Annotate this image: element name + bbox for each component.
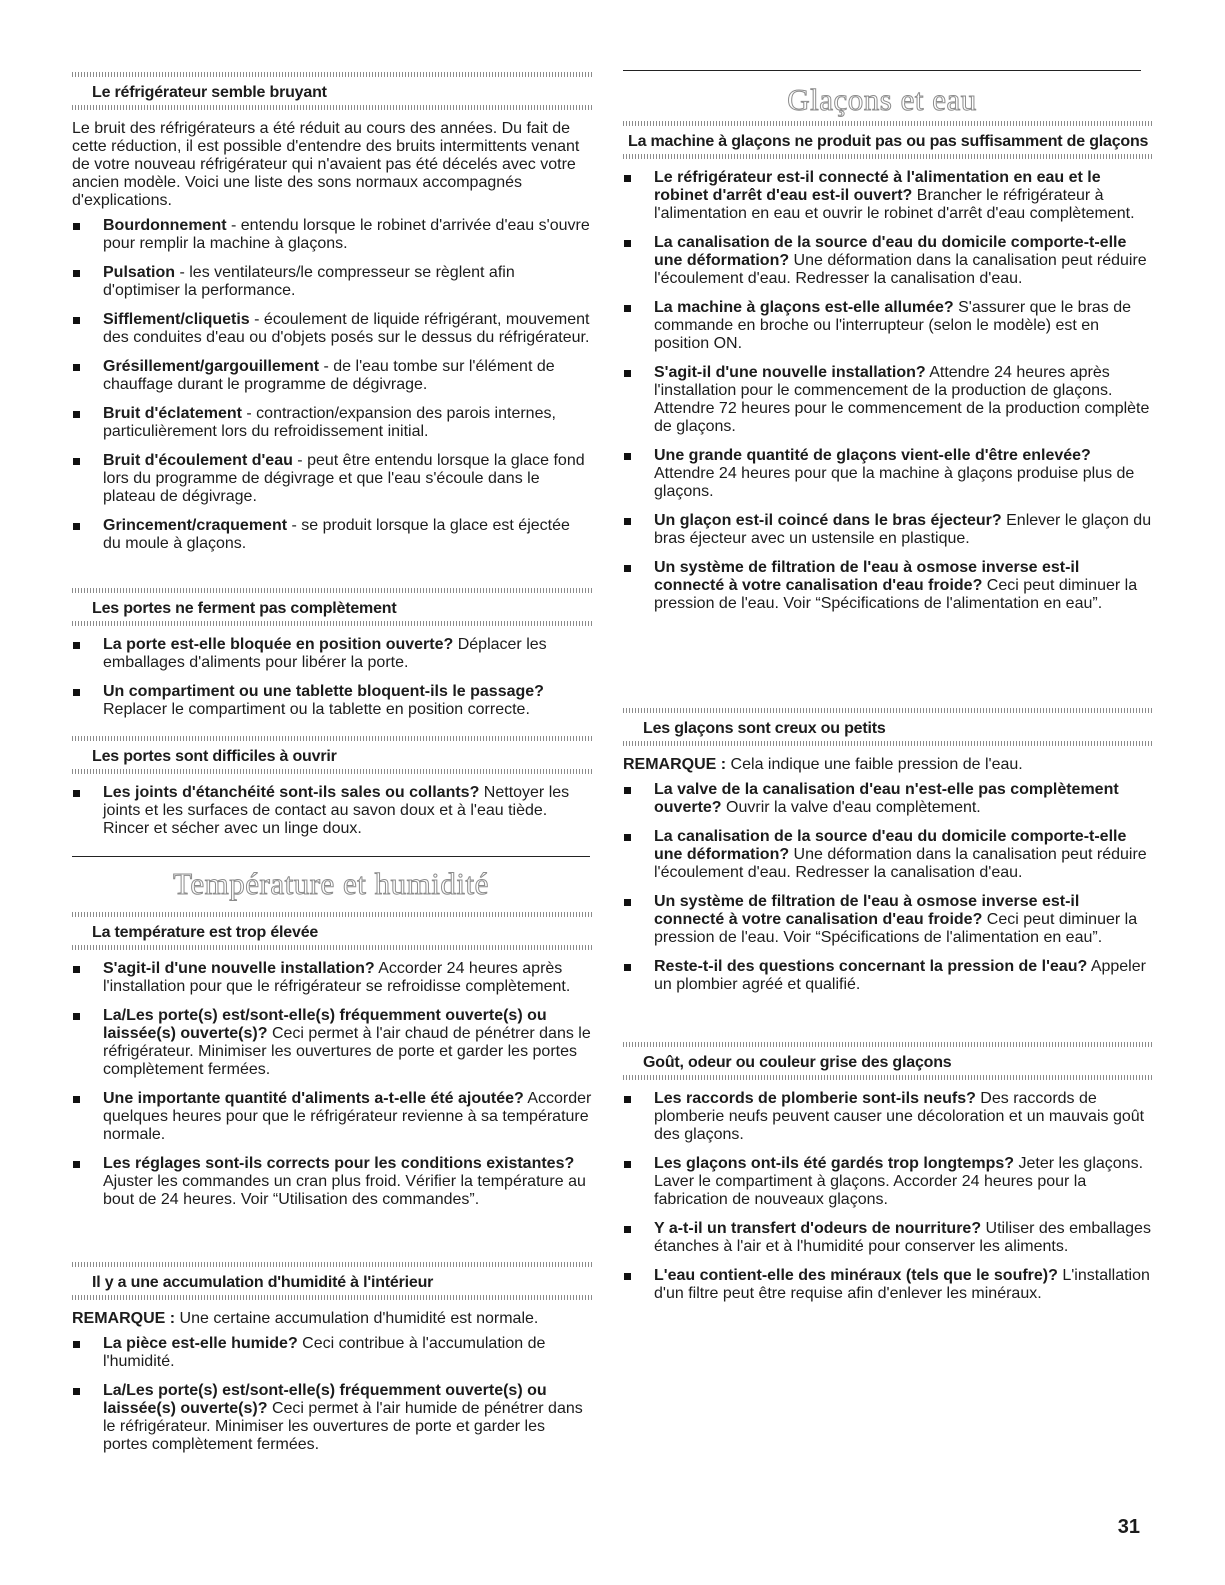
list-item [72, 1382, 592, 1454]
item-answer: S'assurer que le bras de commande en broche ou l'interrupteur (selon le modèle) est en position ON. [654, 299, 1132, 352]
list-item [72, 217, 592, 253]
item-answer: - contraction/expansion des parois internes, particulièrement lors du refroidissement initial. [103, 405, 556, 440]
item-question: Une grande quantité de glaçons vient-elle d'être enlevée? [654, 447, 1091, 464]
item-question: Sifflement/cliquetis [103, 311, 250, 328]
section-title: Les portes sont difficiles à ouvrir [92, 748, 337, 765]
item-answer: - écoulement de liquide réfrigérant, mouvement des conduites d'eau ou d'objets posés sur le dessus du réfrigérateur. [103, 311, 590, 346]
note [623, 756, 1153, 774]
list-item [72, 405, 592, 441]
item-list [72, 960, 592, 1209]
section-title: Les portes ne ferment pas complètement [92, 600, 397, 617]
list-item [72, 1335, 592, 1371]
item-question: Les glaçons ont-ils été gardés trop longtemps? [654, 1155, 1015, 1172]
intro-paragraph: Le bruit des réfrigérateurs a été réduit au cours des années. Du fait de cette réduction, il est possible d'entendre des bruits intermittents venant de votre nouveau réfrigérateur qui n'avaient pas été décelés avec votre ancien modèle. Voici une liste des sons normaux accompagnés d'explications. [72, 120, 580, 209]
item-answer: Accorder quelques heures pour que le réfrigérateur revienne à sa température normale. [103, 1090, 592, 1143]
item-question: Les joints d'étanchéité sont-ils sales ou collants? [103, 784, 480, 801]
list-item [72, 358, 592, 394]
list-item [72, 960, 592, 996]
list-item [72, 784, 592, 838]
item-answer: Ceci permet à l'air chaud de pénétrer dans le réfrigérateur. Minimiser les ouvertures de porte et garder les portes complètement fermées. [103, 1025, 591, 1078]
section-doors-close [72, 588, 592, 730]
section-divider [623, 741, 1153, 746]
list-item [72, 517, 592, 553]
item-answer: Appeler un plombier agréé et qualifié. [654, 958, 1146, 993]
list-item [623, 512, 1153, 548]
item-answer: Déplacer les emballages d'aliments pour libérer la porte. [103, 636, 547, 671]
item-answer: Ceci peut diminuer la pression de l'eau. Voir “Spécifications de l'alimentation en eau”. [654, 911, 1138, 946]
item-question: La machine à glaçons est-elle allumée? [654, 299, 954, 316]
section-divider [72, 912, 592, 917]
section-temperature [72, 912, 592, 1220]
list-item [623, 1155, 1153, 1209]
category-title: Température et humidité [173, 866, 489, 901]
section-divider [72, 72, 592, 77]
item-answer: Une déformation dans la canalisation peut réduire l'écoulement d'eau. Redresser la canalisation d'eau. [654, 846, 1147, 881]
list-item [72, 264, 592, 300]
section-divider [623, 121, 1153, 126]
category-rule [72, 856, 590, 857]
list-item [623, 893, 1153, 947]
section-title: La machine à glaçons ne produit pas ou pas suffisamment de glaçons [628, 133, 1149, 150]
section-title: Goût, odeur ou couleur grise des glaçons [643, 1054, 952, 1071]
item-answer: Ceci contribue à l'accumulation de l'humidité. [103, 1335, 546, 1370]
note-label: REMARQUE : [623, 756, 727, 773]
item-question: Bruit d'écoulement d'eau [103, 452, 293, 469]
item-answer: Des raccords de plomberie neufs peuvent causer une décoloration et un mauvais goût des glaçons. [654, 1090, 1145, 1143]
section-title: Les glaçons sont creux ou petits [643, 720, 886, 737]
item-question: La canalisation de la source d'eau du domicile comporte-t-elle une déformation? [654, 828, 1127, 863]
section-doors-open [72, 736, 592, 849]
item-list [623, 169, 1153, 613]
item-question: S'agit-il d'une nouvelle installation? [654, 364, 926, 381]
section-divider [623, 154, 1153, 159]
item-answer: L'installation d'un filtre peut être requise afin d'enlever les minéraux. [654, 1267, 1150, 1302]
section-divider [72, 945, 592, 950]
section-divider [623, 1075, 1153, 1080]
item-answer: Attendre 24 heures pour que la machine à glaçons produise plus de glaçons. [654, 465, 1135, 500]
item-question: Pulsation [103, 264, 176, 281]
item-answer: Enlever le glaçon du bras éjecteur avec un ustensile en plastique. [654, 512, 1152, 547]
note [72, 1310, 592, 1328]
note-text: Une certaine accumulation d'humidité est normale. [175, 1310, 539, 1327]
list-item [623, 299, 1153, 353]
item-question: Un glaçon est-il coincé dans le bras éjecteur? [654, 512, 1002, 529]
section-title: Le réfrigérateur semble bruyant [92, 84, 327, 101]
list-item [72, 1155, 592, 1209]
section-divider [72, 588, 592, 593]
item-question: S'agit-il d'une nouvelle installation? [103, 960, 375, 977]
section-divider [72, 1262, 592, 1267]
list-item [623, 234, 1153, 288]
item-question: Un système de filtration de l'eau à osmose inverse est-il connecté à votre canalisation d'eau froide? [654, 893, 1080, 928]
list-item [623, 1267, 1153, 1303]
list-item [72, 452, 592, 506]
item-question: Y a-t-il un transfert d'odeurs de nourriture? [654, 1220, 982, 1237]
item-answer: - peut être entendu lorsque la glace fond lors du programme de dégivrage et que l'eau s'écoule dans le plateau de dégivrage. [103, 452, 585, 505]
item-answer: Replacer le compartiment ou la tablette en position correcte. [103, 701, 530, 718]
list-item [72, 636, 592, 672]
item-answer: Ceci peut diminuer la pression de l'eau. Voir “Spécifications de l'alimentation en eau”. [654, 577, 1138, 612]
item-question: Le réfrigérateur est-il connecté à l'alimentation en eau et le robinet d'arrêt d'eau est-il ouvert? [654, 169, 1101, 204]
item-answer: Ceci permet à l'air humide de pénétrer dans le réfrigérateur. Minimiser les ouvertures de porte et garder les portes complètement fermées. [103, 1400, 583, 1453]
item-list [72, 217, 592, 553]
section-divider [72, 1295, 592, 1300]
list-item [623, 781, 1153, 817]
item-answer: - de l'eau tombe sur l'élément de chauffage durant le programme de dégivrage. [103, 358, 555, 393]
section-icemaker [623, 121, 1153, 624]
item-question: La valve de la canalisation d'eau n'est-elle pas complètement ouverte? [654, 781, 1119, 816]
list-item [72, 1090, 592, 1144]
item-question: Grincement/craquement [103, 517, 288, 534]
item-list [72, 784, 592, 838]
page-number: 31 [1117, 1516, 1140, 1538]
item-answer: - se produit lorsque la glace est éjectée du moule à glaçons. [103, 517, 570, 552]
section-title: La température est trop élevée [92, 924, 319, 941]
item-list [72, 1335, 592, 1454]
item-list [623, 781, 1153, 994]
item-question: La canalisation de la source d'eau du domicile comporte-t-elle une déformation? [654, 234, 1127, 269]
category-rule [623, 70, 1141, 71]
section-divider [623, 1042, 1153, 1047]
item-question: Les raccords de plomberie sont-ils neufs? [654, 1090, 976, 1107]
item-answer: Attendre 24 heures après l'installation pour le commencement de la production de glaçons. Attendre 72 heures pour le commencement de la production complète de glaçons. [654, 364, 1150, 435]
item-answer: Ajuster les commandes un cran plus froid. Vérifier la température au bout de 24 heures. Voir “Utilisation des commandes”. [103, 1173, 586, 1208]
note-text: Cela indique une faible pression de l'eau. [726, 756, 1023, 773]
item-answer: Ouvrir la valve d'eau complètement. [721, 799, 981, 816]
section-divider [72, 769, 592, 774]
list-item [623, 169, 1153, 223]
category-title: Glaçons et eau [787, 82, 977, 117]
item-question: Bourdonnement [103, 217, 227, 234]
item-answer: Accorder 24 heures après l'installation pour que le réfrigérateur se refroidisse complètement. [103, 960, 571, 995]
list-item [623, 364, 1153, 436]
item-question: Grésillement/gargouillement [103, 358, 320, 375]
section-noisy [72, 72, 592, 564]
item-question: L'eau contient-elle des minéraux (tels que le soufre)? [654, 1267, 1058, 1284]
item-answer: Jeter les glaçons. Laver le compartiment à glaçons. Accorder 24 heures pour la fabrication de nouveaux glaçons. [654, 1155, 1144, 1208]
item-question: Reste-t-il des questions concernant la pression de l'eau? [654, 958, 1088, 975]
section-divider [72, 105, 592, 110]
item-question: Les réglages sont-ils corrects pour les conditions existantes? [103, 1155, 575, 1172]
list-item [72, 1007, 592, 1079]
item-question: Bruit d'éclatement [103, 405, 242, 422]
section-title: Il y a une accumulation d'humidité à l'intérieur [92, 1274, 434, 1291]
item-question: La/Les porte(s) est/sont-elle(s) fréquemment ouverte(s) ou laissée(s) ouverte(s)? [103, 1382, 547, 1417]
list-item [623, 447, 1153, 501]
list-item [72, 683, 592, 719]
item-question: La/Les porte(s) est/sont-elle(s) fréquemment ouverte(s) ou laissée(s) ouverte(s)? [103, 1007, 547, 1042]
item-answer: - les ventilateurs/le compresseur se règlent afin d'optimiser la performance. [103, 264, 515, 299]
section-divider [72, 736, 592, 741]
section-hollow-cubes [623, 708, 1153, 1005]
item-question: Un système de filtration de l'eau à osmose inverse est-il connecté à votre canalisation d'eau froide? [654, 559, 1080, 594]
list-item [72, 311, 592, 347]
list-item [623, 1220, 1153, 1256]
item-list [623, 1090, 1153, 1303]
section-divider [623, 708, 1153, 713]
item-question: La pièce est-elle humide? [103, 1335, 298, 1352]
note-label: REMARQUE : [72, 1310, 176, 1327]
item-answer: Nettoyer les joints et les surfaces de contact au savon doux et à l'eau tiède. Rincer et sécher avec un linge doux. [103, 784, 570, 837]
item-question: Un compartiment ou une tablette bloquent-ils le passage? [103, 683, 544, 700]
list-item [623, 958, 1153, 994]
item-answer: Utiliser des emballages étanches à l'air et à l'humidité pour conserver les aliments. [654, 1220, 1151, 1255]
list-item [623, 1090, 1153, 1144]
item-answer: Brancher le réfrigérateur à l'alimentation en eau et ouvrir le robinet d'arrêt d'eau complètement. [654, 187, 1135, 222]
section-taste-odor [623, 1042, 1153, 1314]
item-answer: Une déformation dans la canalisation peut réduire l'écoulement d'eau. Redresser la canalisation d'eau. [654, 252, 1147, 287]
section-humidity [72, 1262, 592, 1465]
item-answer: - entendu lorsque le robinet d'arrivée d'eau s'ouvre pour remplir la machine à glaçons. [103, 217, 590, 252]
item-question: Une importante quantité d'aliments a-t-elle été ajoutée? [103, 1090, 524, 1107]
section-divider [72, 621, 592, 626]
list-item [623, 828, 1153, 882]
item-list [72, 636, 592, 719]
list-item [623, 559, 1153, 613]
item-question: La porte est-elle bloquée en position ouverte? [103, 636, 454, 653]
